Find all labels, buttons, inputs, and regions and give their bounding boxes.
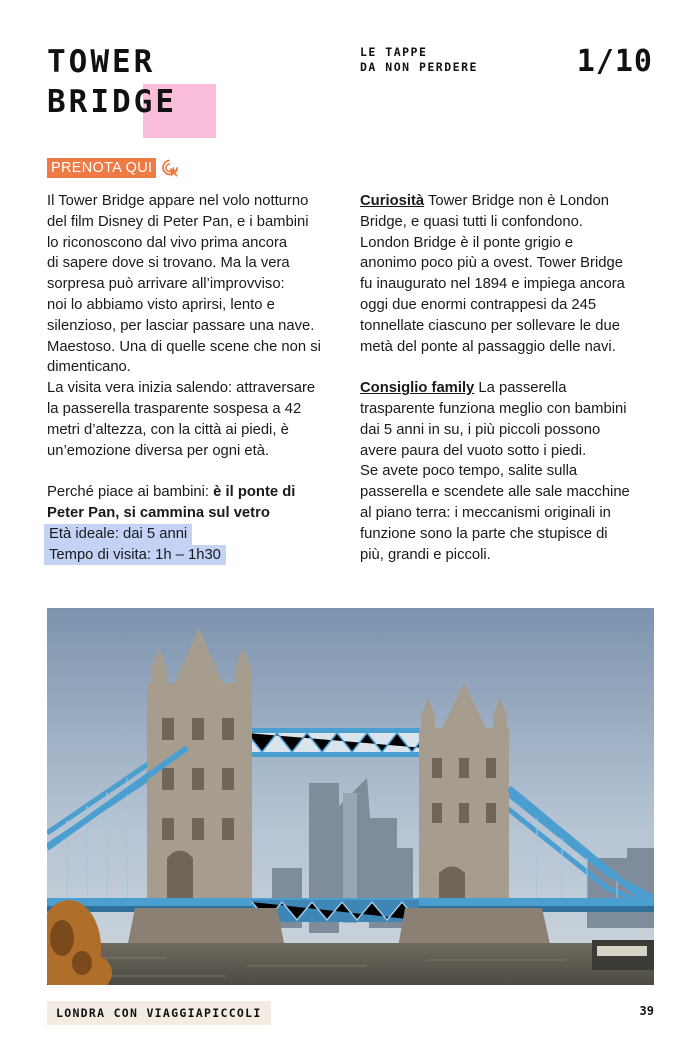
text-line: Bridge, e quasi tutti li confondono. [360,213,583,230]
left-column [47,191,347,565]
page-number: 39 [639,1004,654,1018]
text-line: metri d’altezza, con la città ai piedi, è [47,421,289,438]
text-line: più, grandi e piccoli. [360,546,491,563]
why-kids-line-2: Peter Pan, si cammina sul vetro [47,504,270,521]
text-line: silenzioso, per lasciar passare una nave. [47,317,315,334]
text-line: avere paura del vuoto sotto i piedi. [360,442,587,459]
text-line: al piano terra: i meccanismi originali in [360,504,611,521]
visit-time-tag: Tempo di visita: 1h – 1h30 [44,545,226,566]
text-line: dai 5 anni in su, i più piccoli possono [360,421,601,438]
title-line-1: TOWER [47,44,156,80]
why-kids-prefix: Perché piace ai bambini: [47,484,210,501]
curiosity-text-start: Tower Bridge non è London [427,193,609,209]
section-label-line-1: LE TAPPE [360,45,428,59]
why-kids-highlight: è il ponte di [213,484,296,501]
ideal-age-tag: Età ideale: dai 5 anni [44,524,192,545]
book-here-label[interactable]: PRENOTA QUI [47,158,156,178]
intro-text [47,191,347,461]
text-line: London Bridge è il ponte grigio e [360,234,574,251]
book-title-footer: LONDRA CON VIAGGIAPICCOLI [47,1001,271,1025]
curiosity-first-line [360,191,660,212]
text-line: fu inaugurato nel 1894 e impiega ancora [360,276,625,293]
text-line: La visita vera inizia salendo: attraversare [47,380,316,397]
text-line: trasparente funziona meglio con bambini [360,400,627,417]
family-tip-heading: Consiglio family [360,380,475,397]
text-line: sorpresa può arrivare all’improvviso: [47,276,285,293]
text-line: la passerella trasparente sospesa a 42 [47,400,302,417]
text-line: lo riconoscono dal vivo prima ancora [47,234,288,251]
text-line: del film Disney di Peter Pan, e i bambini [47,213,309,230]
text-line: metà del ponte al passaggio delle navi. [360,338,616,355]
text-line: di sapere dove si trovano. Ma la vera [47,255,290,272]
click-cursor-icon[interactable] [160,158,180,178]
text-line: tonnellate ciascuno per sollevare le due [360,317,620,334]
stop-counter: 1/10 [576,44,653,79]
tower-bridge-photo [47,608,654,985]
text-line: Maestoso. Una di quelle scene che non si [47,338,321,355]
section-label-line-2: DA NON PERDERE [360,60,478,74]
right-column [360,191,660,565]
book-here-button[interactable] [47,158,180,178]
text-line: un’emozione diversa per ogni età. [47,442,270,459]
family-text-start: La passerella [478,380,567,397]
text-line: oggi due enormi contrappesi da 245 [360,296,597,313]
page-title [47,42,287,122]
family-first-line [360,378,660,399]
why-kids-line-1 [47,482,347,503]
text-line: funzione sono la parte che stupisce di [360,525,608,542]
curiosity-heading: Curiosità [360,193,425,209]
text-line: dimenticano. [47,359,131,376]
section-label [360,45,478,75]
text-line: Il Tower Bridge appare nel volo notturno [47,193,309,209]
text-line: Se avete poco tempo, salite sulla [360,463,578,480]
text-line: noi lo abbiamo visto aprirsi, lento e [47,296,275,313]
text-line: anonimo poco più a ovest. Tower Bridge [360,255,623,272]
title-line-2: BRIDGE [47,84,177,120]
text-line: passerella e scendete alle sale macchine [360,484,630,501]
